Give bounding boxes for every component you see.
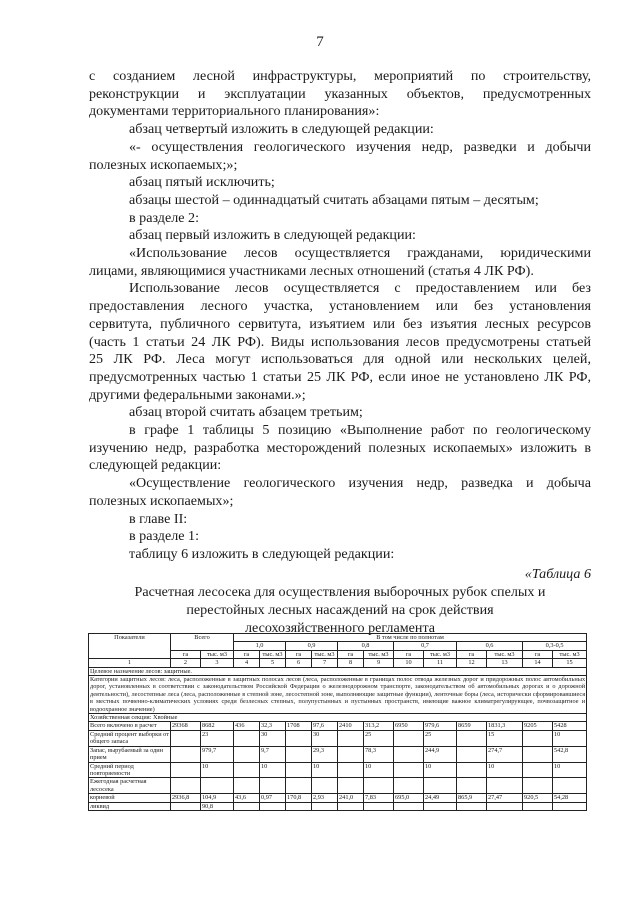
table-cell: 2936,8 (171, 794, 201, 802)
table-cell: 29368 (171, 722, 201, 730)
paragraph-line: Использование лесов осуществляется с предоставлением или без (129, 280, 591, 297)
table-cell (457, 762, 487, 778)
table-cell (338, 778, 364, 794)
paragraph-line: «Использование лесов осуществляется гражданами, юридическими (129, 245, 591, 262)
paragraph-line: 25 ЛК РФ. Леса могут использоваться для одной или нескольких целей, (89, 351, 591, 368)
table-cell: 5428 (553, 722, 587, 730)
table-cell: 10 (201, 762, 234, 778)
table-cell (457, 746, 487, 762)
table-cell (312, 778, 338, 794)
table-cell: 436 (234, 722, 260, 730)
header-column-number: 2 (171, 659, 201, 667)
row-label: Ежегодная расчетная лесосека (89, 778, 171, 794)
header-column-number: 14 (523, 659, 553, 667)
header-column-number: 15 (553, 659, 587, 667)
table-cell (234, 730, 260, 746)
paragraph-line: предусмотренных частью 1 статьи 25 ЛК РФ, если иное не установлено ЛК РФ, (89, 368, 591, 385)
paragraph-line: таблицу 6 изложить в следующей редакции: (129, 545, 395, 562)
table-cell (338, 746, 364, 762)
table-cell: 10 (312, 762, 338, 778)
table-6 (88, 633, 586, 811)
table-cell: 695,0 (394, 794, 424, 802)
header-column-number: 9 (364, 659, 394, 667)
table-cell (286, 762, 312, 778)
table-cell: 244,9 (424, 746, 457, 762)
header-column-number: 6 (286, 659, 312, 667)
table-cell (364, 778, 394, 794)
paragraph-line: в разделе 1: (129, 528, 199, 545)
header-column-number: 8 (338, 659, 364, 667)
table-cell: 9205 (523, 722, 553, 730)
row-label: корневой (89, 794, 171, 802)
paragraph-line: предоставления лесного участка, установлением или без установления (89, 298, 591, 315)
paragraph-line: сервитута, публичного сервитута, изъятием или без изъятия лесных ресурсов (89, 315, 591, 332)
table-cell (312, 802, 338, 810)
table-cell (260, 802, 286, 810)
table-cell: 8659 (457, 722, 487, 730)
paragraph-line: «Осуществление геологического изучения недр, разведка и добыча (129, 475, 591, 492)
header-density: 0,3-0,5 (523, 642, 587, 650)
table-cell (394, 730, 424, 746)
table-cell: 25 (424, 730, 457, 746)
table-cell: 97,6 (312, 722, 338, 730)
row-label: Средний период повторяемости (89, 762, 171, 778)
header-column-number: 11 (424, 659, 457, 667)
table-cell (234, 778, 260, 794)
table-cell (424, 778, 457, 794)
table-cell: 24,49 (424, 794, 457, 802)
table-cell: 865,9 (457, 794, 487, 802)
header-numbers-row (89, 659, 587, 667)
table-cell: 25 (364, 730, 394, 746)
table-cell: 6950 (394, 722, 424, 730)
table-cell: 542,8 (553, 746, 587, 762)
table-cell (394, 746, 424, 762)
header-density: 0,9 (286, 642, 338, 650)
table-cell: 170,8 (286, 794, 312, 802)
table-cell (457, 730, 487, 746)
table-cell: 90,8 (201, 802, 234, 810)
header-unit-m3: тыс. м3 (364, 650, 394, 658)
body-text (89, 68, 591, 638)
table-cell (338, 762, 364, 778)
table-cell (286, 730, 312, 746)
header-column-number: 13 (487, 659, 523, 667)
table-row (89, 794, 587, 802)
table-cell (171, 778, 201, 794)
header-unit-m3: тыс. м3 (201, 650, 234, 658)
table-cell: 10 (424, 762, 457, 778)
table-cell: 2,93 (312, 794, 338, 802)
table-cell: 274,7 (487, 746, 523, 762)
table-title-line: лесохозяйственного регламента (244, 619, 436, 636)
table-cell (394, 802, 424, 810)
paragraph-line: реконструкции и эксплуатации указанных объектов, предусмотренных (89, 85, 591, 102)
table-cell: 43,6 (234, 794, 260, 802)
header-column-number: 10 (394, 659, 424, 667)
row-label: Запас, вырубаемый за один прием (89, 746, 171, 762)
table-row (89, 802, 587, 810)
table-cell: 10 (553, 762, 587, 778)
header-unit-ha: га (171, 650, 201, 658)
table-cell (424, 802, 457, 810)
header-unit-m3: тыс. м3 (487, 650, 523, 658)
table-cell (523, 746, 553, 762)
table-cell: 15 (487, 730, 523, 746)
table-cell (457, 802, 487, 810)
table-cell (553, 778, 587, 794)
table-cell (523, 730, 553, 746)
table-cell (487, 802, 523, 810)
table-cell: 29,3 (312, 746, 338, 762)
paragraph-line: полезных ископаемых»; (89, 492, 234, 509)
page-number: 7 (316, 34, 324, 50)
table-body (89, 667, 587, 810)
table-cell (364, 802, 394, 810)
paragraph-line: «- осуществления геологического изучения недр, разведки и добычи (129, 138, 591, 155)
table-cell (171, 802, 201, 810)
paragraph-line: полезных ископаемых;»; (89, 156, 238, 173)
table-cell (553, 802, 587, 810)
table-title-line: Расчетная лесосека для осуществления выборочных рубок спелых и (134, 584, 546, 601)
table-cell: 32,3 (260, 722, 286, 730)
header-unit-m3: тыс. м3 (312, 650, 338, 658)
table-row (89, 762, 587, 778)
table-cell (171, 762, 201, 778)
table-cell: 10 (553, 730, 587, 746)
table-cell (394, 778, 424, 794)
table-cell: 979,6 (424, 722, 457, 730)
paragraph-line: абзац пятый исключить; (129, 174, 275, 191)
table-cell (234, 746, 260, 762)
header-by-density: В том числе по полнотам (234, 634, 587, 642)
header-column-number: 7 (312, 659, 338, 667)
header-density: 0,7 (394, 642, 457, 650)
table-cell: 30 (312, 730, 338, 746)
paragraph-line: абзац второй считать абзацем третьим; (129, 404, 363, 421)
table-cell (523, 778, 553, 794)
table-cell (286, 802, 312, 810)
paragraph-line: абзацы шестой – одиннадцатый считать абзацами пятым – десятым; (129, 191, 539, 208)
header-unit-ha: га (457, 650, 487, 658)
table-cell (171, 746, 201, 762)
table-cell (286, 746, 312, 762)
table-cell: 0,97 (260, 794, 286, 802)
header-unit-ha: га (286, 650, 312, 658)
table-cell: 8682 (201, 722, 234, 730)
table-cell: 7,83 (364, 794, 394, 802)
paragraph-line: в разделе 2: (129, 209, 199, 226)
table-cell (338, 730, 364, 746)
paragraph-line: в главе II: (129, 510, 188, 527)
table-cell (234, 762, 260, 778)
table-cell: 313,2 (364, 722, 394, 730)
section-row: Хозяйственная секция: Хвойные (89, 714, 587, 722)
header-column-number: 5 (260, 659, 286, 667)
table-cell: 9,7 (260, 746, 286, 762)
table-cell: 10 (487, 762, 523, 778)
header-total: Всего (171, 634, 234, 651)
row-label: Всего включено в расчет (89, 722, 171, 730)
table-cell: 1831,3 (487, 722, 523, 730)
paragraphs (89, 68, 591, 564)
paragraph-line: (часть 1 статьи 24 ЛК РФ). Виды использования лесов предусмотрены статьей (89, 333, 591, 350)
row-label: Средний процент выборки от общего запаса (90, 730, 169, 746)
table-row (89, 730, 587, 746)
table-cell (260, 778, 286, 794)
categories-row: Категории защитных лесов: леса, расположенные в защитных полосах лесов (леса, расположенные в границах полос отвода железных дорог и придорожных полос автомобильных дорог, установленных в соответствии с законодательством Российской Федерации о железнодорожном транспорте, законодательством об автомобильных дорогах и о дорожной деятельности), лесостепные леса (леса, расположенные в степной зоне, лесостепной зоне, выполняющие защитные функции), ленточные боры (леса, исторически сформировавшиеся в местных почвенно-климатических условиях среди безлесных степных, полупустынных и пустынных пространств, имеющие важное климатрегулирующее, почвозащитное и водоохранное значение) (90, 676, 586, 713)
table-row (89, 778, 587, 794)
row-label: ликвид (89, 802, 171, 810)
table-cell (523, 762, 553, 778)
header-unit-m3: тыс. м3 (553, 650, 587, 658)
table-cell: 27,47 (487, 794, 523, 802)
header-density: 1,0 (234, 642, 286, 650)
header-indicators: Показатели (89, 634, 171, 659)
header-unit-m3: тыс. м3 (424, 650, 457, 658)
table-row (89, 746, 587, 762)
header-density: 0,8 (338, 642, 394, 650)
table-cell: 54,28 (553, 794, 587, 802)
table-cell (201, 778, 234, 794)
header-unit-ha: га (523, 650, 553, 658)
table-cell (487, 778, 523, 794)
paragraph-line: с созданием лесной инфраструктуры, мероприятий по строительству, (89, 68, 591, 84)
table-cell (523, 802, 553, 810)
table-cell: 920,5 (523, 794, 553, 802)
paragraph-line: лицами, являющимися участниками лесных отношений (статья 4 ЛК РФ). (89, 262, 534, 279)
table-cell: 10 (260, 762, 286, 778)
paragraph-line: другими федеральными законами.»; (89, 386, 306, 403)
table-title-line: перестойных лесных насаждений на срок действия (186, 602, 494, 619)
paragraph-line: изучению недр, разработка месторождений полезных ископаемых» изложить в (89, 439, 591, 456)
table-cell (171, 730, 201, 746)
table-cell: 241,0 (338, 794, 364, 802)
table-cell: 10 (364, 762, 394, 778)
table-cell: 104,9 (201, 794, 234, 802)
table-cell: 979,7 (201, 746, 234, 762)
table-row (89, 722, 587, 730)
table-cell (338, 802, 364, 810)
header-unit-ha: га (394, 650, 424, 658)
header-unit-m3: тыс. м3 (260, 650, 286, 658)
paragraph-line: абзац четвертый изложить в следующей редакции: (129, 121, 434, 138)
table-title (89, 584, 591, 637)
header-column-number: 12 (457, 659, 487, 667)
table-cell (286, 778, 312, 794)
paragraph-line: документами территориального планирования»: (89, 103, 380, 120)
header-column-number: 3 (201, 659, 234, 667)
header-unit-ha: га (234, 650, 260, 658)
header-density: 0,6 (457, 642, 523, 650)
table-cell: 30 (260, 730, 286, 746)
table-cell (457, 778, 487, 794)
table-cell (394, 762, 424, 778)
table-cell (234, 802, 260, 810)
table-cell: 1708 (286, 722, 312, 730)
paragraph-line: следующей редакции: (89, 457, 222, 474)
table-cell: 78,3 (364, 746, 394, 762)
header-column-number: 1 (89, 659, 171, 667)
header-column-number: 4 (234, 659, 260, 667)
table-cell: 2410 (338, 722, 364, 730)
paragraph-line: абзац первый изложить в следующей редакции: (129, 227, 416, 244)
table-cell: 23 (201, 730, 234, 746)
purpose-row: Целевое назначение лесов: защитные. (89, 667, 587, 675)
header-unit-ha: га (338, 650, 364, 658)
paragraph-line: в графе 1 таблицы 5 позицию «Выполнение работ по геологическому (129, 422, 591, 439)
table-label: «Таблица 6 (524, 565, 591, 582)
